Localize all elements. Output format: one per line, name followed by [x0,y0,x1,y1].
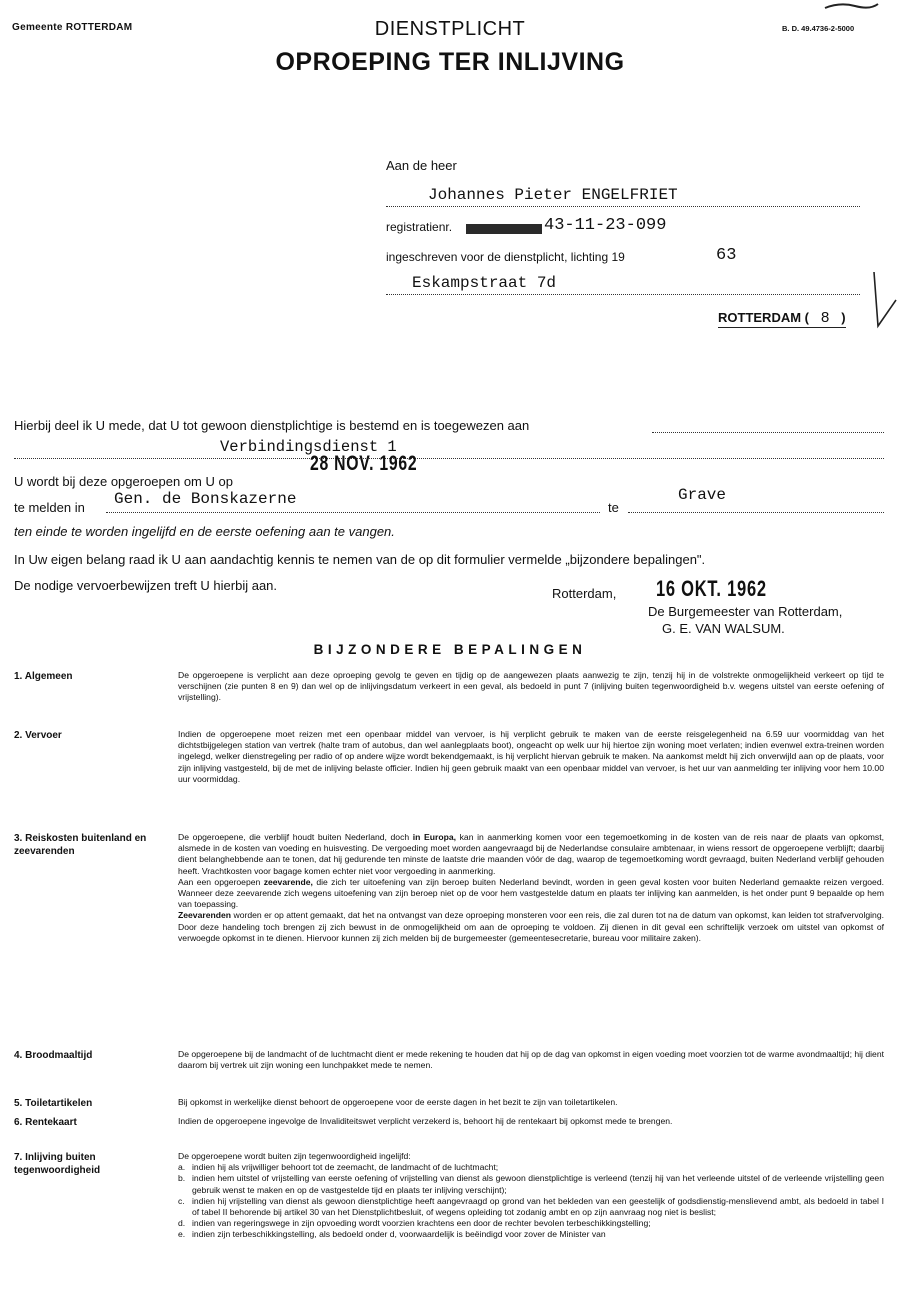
purpose-text: ten einde te worden ingelijfd en de eerste oefening aan te vangen. [14,524,395,539]
s7-c-text: indien hij vrijstelling van dienst als gewoon dienstplichtige heeft aangevraagd op grond van het bekleden van een geestelijk of godsdienstig-menslievend ambt, als bedoeld in tabel I of tabel II behorende bij artikel 30 van het Dienstplichtbesluit, of wegens opleiding tot zodanig ambt en op zijn aanvraag nog niet is beslist; [192,1195,884,1218]
provisions-heading: BIJZONDERE BEPALINGEN [313,642,587,657]
place-line [628,512,884,513]
s3-p3-rest: worden er op attent gemaakt, dat het na ontvangst van deze oproeping monsteren voor een reis, die zal duren tot na de datum van opkomst, kan leiden tot strafvervolging. Door deze handeling toch brengen zij zich bewust in de onmogelijkheid om aan de oproeping te voldoen. Zij dienen in dit geval een schriftelijk verzoek om uitstel van opkomst of verwoegde opkomst in te dienen. Hiervoor kunnen zij zich melden bij de burgemeester (gemeentesecretarie, bureau voor militaire zaken). [178,910,884,943]
report-date-stamp: 28 NOV. 1962 [310,452,418,475]
section-3-text [178,832,884,944]
redacted-mark [466,224,542,234]
section-7-label: 7. Inlijving buiten tegenwoordigheid [14,1152,101,1176]
lichting-year: 63 [716,246,737,265]
s3-p2-emph: zeevarende, [263,876,313,887]
s7-d-key: d. [178,1218,186,1229]
registration-number: 43-11-23-099 [544,216,667,235]
s7-item-b [178,1173,884,1195]
s7-e-text: indien zijn terbeschikkingstelling, als bedoeld onder d, voorwaardelijk is beëindigd voor zover de Minister van [192,1229,606,1240]
section-3-para-1 [178,832,884,877]
section-4-text: De opgeroepene bij de landmacht of de luchtmacht dient er mede rekening te houden dat hij op de dag van opkomst in eigen voeding moet voorzien tot de warme avondmaaltijd; hij dient daarom bij vertrek uit zijn woning een lunchpakket mede te nemen. [178,1049,884,1071]
s7-a-key: a. [178,1162,186,1173]
s7-item-e [178,1229,884,1240]
s3-p1-emph: in Europa, [412,832,457,842]
s7-a-text: indien hij als vrijwilliger behoort tot de zeemacht, de landmacht of de luchtmacht; [192,1162,499,1173]
s7-item-c [178,1196,884,1218]
s7-item-d [178,1218,884,1229]
section-3-label: 3. Reiskosten buitenland en zeevarenden [14,833,147,857]
s7-item-a [178,1162,884,1173]
street-address: Eskampstraat 7d [412,274,557,292]
city-code: 8 [820,310,830,327]
s7-intro: De opgeroepene wordt buiten zijn tegenwoordigheid ingelijfd: [178,1151,411,1161]
mayor-title: De Burgemeester van Rotterdam, [648,604,843,619]
barracks-location: Gen. de Bonskazerne [114,490,297,508]
unit-name: Verbindingsdienst 1 [220,438,397,456]
section-1-text: De opgeroepene is verplicht aan deze oproeping gevolg te geven en tijdig op de aangewezen plaats aanwezig te zijn, tenzij hij in de volstrekte onmogelijkheid verkeert op tijd te verschijnen (zie punten 8 en 9) dan wel op de inlijvingsdatum verkeert in een geval, als bedoeld in punt 7 (inlijving buiten tegenwoordigheid b.v. wegens uitstel van eerste oefening of vrijstelling). [178,670,884,703]
location-line [106,512,600,513]
s3-p2-rest: die zich ter uitoefening van zijn beroep buiten Nederland bevindt, worden in geen geval kosten voor buiten Nederland gemaakte reizen vergoed. Wanneer deze zeevarende zich wegens uitoefening van zijn beroep niet op de voor hem vastgestelde datum en plaats ter inlijving kan aanmelden, is het onder punt 9 bepaalde op hem van toepassing. [178,876,884,910]
s3-p2-text: Aan een opgeroepen [178,876,264,887]
city-name: ROTTERDAM ( [718,310,809,325]
section-2-label: 2. Vervoer [14,730,62,741]
s7-e-key: e. [178,1229,186,1240]
transport-text: De nodige vervoerbewijzen treft U hierbij aan. [14,578,278,593]
page-title: OPROEPING TER INLIJVING [275,48,625,76]
mayor-name: G. E. VAN WALSUM. [662,621,785,636]
report-to-label: te melden in [14,500,85,515]
section-6-text: Indien de opgeroepene ingevolge de Invaliditeitswet verplicht verzekerd is, behoort hij de rentekaart bij opkomst mede te brengen. [178,1116,673,1126]
s7-b-key: b. [178,1173,186,1184]
s7-c-key: c. [178,1195,185,1206]
section-1-label: 1. Algemeen [14,671,73,682]
salutation: Aan de heer [386,158,457,173]
barracks-place: Grave [678,486,727,504]
s3-p3-emph: Zeevarenden [178,910,232,921]
assignment-text: Hierbij deel ik U mede, dat U tot gewoon dienstplichtige is bestemd en is toegewezen aan [14,418,530,433]
lichting-label: ingeschreven voor de dienstplicht, lichting 19 [386,250,625,264]
form-code: B. D. 49.4736-2-5000 [782,24,855,33]
s3-p1-rest: kan in aanmerking komen voor een tegemoetkoming in de kosten van de reis naar de plaats van opkomst, alsmede in de kosten van voeding en huisvesting. De vergoeding moet worden aangevraagd bij de Nederlandse consulaire ambtenaar, in wiens ressort de opgeroepene verblijft; daarbij dient belanghebbende aan te tonen, dat hij gedurende ten minste de laatste drie maanden vóór de dag, waarop de tegemoetkoming wordt gevraagd, buiten Nederland verblijf gehouden heeft. Vrachtkosten voor bagage komen echter niet voor vergoeding in aanmerking. [178,832,884,876]
city-line [718,310,846,328]
advice-text: In Uw eigen belang raad ik U aan aandachtig kennis te nemen van de op dit formulier vermelde „bijzondere bepalingen". [14,552,706,567]
form-category: DIENSTPLICHT [374,18,526,40]
section-2-text: Indien de opgeroepene moet reizen met een openbaar middel van vervoer, is hij verplicht gebruik te maken van de eerste reisgelegenheid na 6.59 uur voormiddag van het dichtstbijgelegen station van vertrek (halte tram of autobus, dan wel aanlegplaats boot), ongeacht op welk uur hij hiertoe zijn woning moet verlaten; indien evenwel extra-treinen worden ingelegd, welker dienstregeling per radio of op andere wijze wordt bekendgemaakt, is hij verplicht hiervan gebruik te maken. Na aankomst meldt hij zich onverwijld aan op de plaats, voor zijn inlijving vastgesteld, bij de met de inlijving belaste officier. Indien hij geen gebruik maakt van een openbaar middel van vervoer, is het uur van aanmelding ter inlijving voor hem 10.00 uur voormiddag. [178,729,884,784]
sign-date-stamp: 16 OKT. 1962 [656,576,767,601]
section-4-label: 4. Broodmaaltijd [14,1050,93,1061]
address-line [386,294,860,295]
city-close: ) [841,310,846,325]
section-7-text [178,1151,884,1241]
recipient-name: Johannes Pieter ENGELFRIET [428,186,678,204]
s7-d-text: indien van regeringswege in zijn opvoeding wordt voorzien krachtens een door de rechter bevolen terbeschikkingstelling; [192,1218,651,1229]
section-3-para-2 [178,877,884,911]
sign-place: Rotterdam, [552,586,617,601]
section-6-label: 6. Rentekaart [14,1117,77,1128]
te-label: te [608,500,619,515]
unit-line [14,458,884,459]
s3-p1-text: De opgeroepene, die verblijf houdt buiten Nederland, doch [178,832,413,842]
assignment-line [652,432,884,433]
handwritten-mark [820,0,880,14]
section-5-label: 5. Toiletartikelen [14,1098,93,1109]
s7-b-text: indien hem uitstel of vrijstelling van eerste oefening of vrijstelling van dienst als gewoon dienstplichtige is verleend (tenzij hij van het verleende uitstel of de verleende vrijstelling geen gebruik wenst te maken en op de vastgestelde tijd en plaats ter inlijving verschijnt); [192,1173,884,1195]
municipality-label: Gemeente ROTTERDAM [12,22,133,33]
handwritten-tick [868,270,900,334]
section-5-text: Bij opkomst in werkelijke dienst behoort de opgeroepene voor de eerste dagen in het bezit te zijn van toiletartikelen. [178,1097,618,1107]
registration-label: registratienr. [386,220,453,234]
section-3-para-3 [178,910,884,944]
name-line [386,206,860,207]
summons-text: U wordt bij deze opgeroepen om U op [14,474,233,489]
